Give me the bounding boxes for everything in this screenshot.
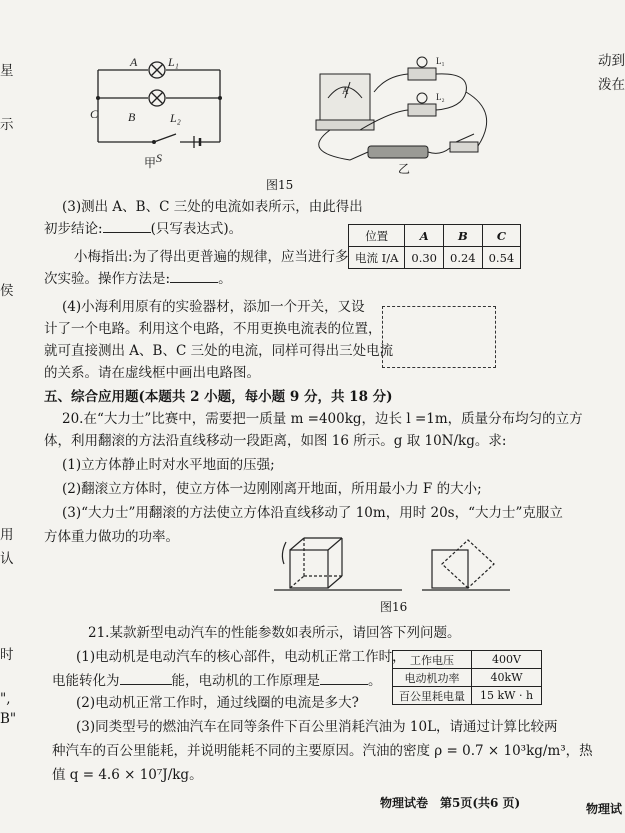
q19-part3-line1: (3)测出 A、B、C 三处的电流如表所示，由此得出 [62, 199, 363, 215]
q21-sub3-line3: 值 q = 4.6 × 10⁷J/kg。 [52, 767, 203, 783]
q19-method-blank[interactable] [170, 282, 218, 283]
q21-sub1-line2-a: 电能转化为 [52, 673, 120, 689]
car-table-label-power: 电动机功率 [393, 669, 472, 687]
figure16-cube-perspective [270, 528, 410, 594]
current-table-header-a: A [405, 225, 444, 247]
q20-sub3: (3)“大力士”用翻滚的方法使立方体沿直线移动了 10m，用时 20s，“大力士”克服立 [62, 505, 563, 521]
figure15-caption: 图15 [266, 178, 294, 192]
circuit-drawing-box[interactable] [382, 306, 496, 368]
margin-left-char-3: 侯 [0, 283, 14, 299]
q19-mei-line2 [44, 270, 232, 288]
margin-left-char-7: ", [0, 691, 11, 707]
q21-energy-blank[interactable] [120, 684, 172, 685]
margin-right-line-2: 泼在 [598, 77, 625, 93]
q21-principle-blank[interactable] [320, 684, 368, 685]
current-table-value-c: 0.54 [482, 247, 521, 269]
q19-part4-line2: 计了一个电路。利用这个电路，不用更换电流表的位置， [44, 321, 382, 337]
current-table-header-c: C [482, 225, 521, 247]
q19-part4-line4: 的关系。请在虚线框中画出电路图。 [44, 365, 260, 381]
q21-sub3-line1: (3)同类型号的燃油汽车在同等条件下百公里消耗汽油为 10L，请通过计算比较两 [76, 719, 558, 735]
car-table-value-power: 40kW [472, 669, 542, 687]
q19-part4-line1: (4)小海利用原有的实验器材，添加一个开关，又设 [62, 299, 365, 315]
q20-sub3b: 方体重力做功的功率。 [44, 529, 179, 545]
current-table-value-b: 0.24 [444, 247, 483, 269]
section5-title: 五、综合应用题(本题共 2 小题，每小题 9 分，共 18 分) [44, 389, 393, 405]
q19-part3-line2 [44, 220, 242, 238]
margin-right-line-1: 动到 [598, 53, 625, 69]
apparatus-meter-label: A [342, 86, 349, 96]
q19-mei-line2-pre: 次实验。操作方法是: [44, 271, 171, 287]
q19-part3-line2-pre: 初步结论: [44, 221, 103, 237]
table-row [393, 651, 542, 669]
q20-line2: 体，利用翻滚的方法沿直线移动一段距离，如图 16 所示。g 取 10N/kg。求: [44, 433, 507, 449]
circuit-label-l1: L₁ [168, 55, 179, 69]
q21-sub1-line2-c: 。 [368, 673, 382, 689]
table-row [349, 247, 521, 269]
figure15-sub-caption-a: 甲 [144, 156, 157, 170]
car-table-value-voltage: 400V [472, 651, 542, 669]
car-table-label-consumption: 百公里耗电量 [393, 687, 472, 705]
q21-sub2: (2)电动机正常工作时，通过线圈的电流是多大? [76, 695, 359, 711]
current-table-row-label: 电流 I/A [349, 247, 405, 269]
table-row [349, 225, 521, 247]
margin-left-char-1: 星 [0, 63, 14, 79]
q21-sub1-line2 [52, 672, 382, 690]
current-table-value-a: 0.30 [405, 247, 444, 269]
page-footer-right-fragment: 物理试 [586, 802, 623, 816]
current-table-header-position: 位置 [349, 225, 405, 247]
margin-left-char-2: 示 [0, 117, 14, 133]
apparatus-label-l1: L₁ [436, 56, 445, 66]
page-footer: 物理试卷 第5页(共6 页) [380, 796, 521, 810]
q21-line1: 21.某款新型电动汽车的性能参数如表所示，请回答下列问题。 [88, 625, 461, 641]
q19-conclusion-blank[interactable] [103, 232, 151, 233]
margin-left-char-8: B" [0, 711, 17, 727]
table-row [393, 669, 542, 687]
circuit-label-b: B [128, 110, 136, 124]
car-table-label-voltage: 工作电压 [393, 651, 472, 669]
margin-left-char-4: 用 [0, 527, 14, 543]
apparatus-label-l2: L₂ [436, 92, 445, 102]
car-table-value-consumption: 15 kW · h [472, 687, 542, 705]
q19-mei-line1: 小梅指出:为了得出更普遍的规律，应当进行多 [74, 249, 349, 265]
figure16-cube-rolling [420, 530, 520, 596]
q19-mei-line2-post: 。 [218, 271, 232, 287]
figure15-sub-caption-b: 乙 [398, 162, 411, 176]
q21-sub1-line1: (1)电动机是电动汽车的核心部件，电动机正常工作时， [76, 649, 406, 665]
q19-part3-line2-post: (只写表达式)。 [150, 221, 243, 237]
q19-part4-line3: 就可直接测出 A、B、C 三处的电流，同样可得出三处电流 [44, 343, 394, 359]
margin-left-char-5: 认 [0, 551, 14, 567]
q21-sub1-line2-b: 能，电动机的工作原理是 [171, 673, 320, 689]
current-table [348, 224, 521, 269]
margin-left-char-6: 时 [0, 647, 14, 663]
car-params-table [392, 650, 542, 705]
circuit-label-a: A [130, 55, 138, 69]
figure15-circuit-diagram [90, 55, 240, 168]
q20-sub2: (2)翻滚立方体时，使立方体一边刚刚离开地面，所用最小力 F 的大小; [62, 481, 482, 497]
figure15-apparatus-photo [290, 52, 500, 170]
q20-sub1: (1)立方体静止时对水平地面的压强; [62, 457, 275, 473]
q21-sub3-line2: 种汽车的百公里能耗，并说明能耗不同的主要原因。汽油的密度 ρ = 0.7 × 10³kg/m³，热 [52, 743, 593, 759]
current-table-header-b: B [444, 225, 483, 247]
q20-line1: 20.在“大力士”比赛中，需要把一质量 m =400kg，边长 l =1m，质量分布均匀的立方 [62, 411, 583, 427]
figure16-caption: 图16 [380, 600, 408, 614]
table-row [393, 687, 542, 705]
circuit-label-s: S [156, 151, 162, 165]
circuit-label-c: C [90, 107, 99, 121]
circuit-label-l2: L₂ [170, 111, 181, 125]
